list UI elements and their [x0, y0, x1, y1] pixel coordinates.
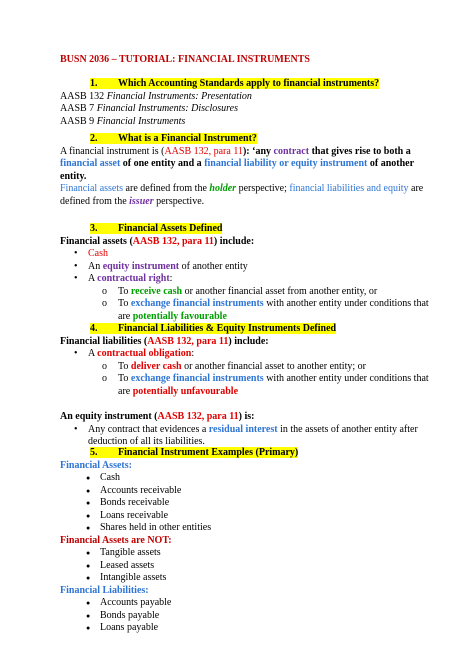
list-item: • Cash: [60, 248, 434, 261]
section-accounting-standards: [60, 78, 434, 128]
financial-assets-label: Financial Assets:: [60, 459, 132, 471]
sub-list-item: o To receive cash or another financial asset from another entity, or: [60, 286, 434, 299]
section-heading: 4. Financial Liabilities & Equity Instruments Defined: [90, 323, 337, 334]
sub-list-item: o To exchange financial instruments with another entity under conditions that are potentially unfavourable: [60, 373, 434, 398]
list-item: • Any contract that evidences a residual interest in the assets of another entity after deduction of all its liabilities.: [60, 424, 434, 449]
not-financial-assets-label: Financial Assets are NOT:: [60, 534, 172, 546]
equity-intro: An equity instrument (AASB 132, para 11) is:: [60, 411, 255, 422]
financial-liabilities-label: Financial Liabilities:: [60, 584, 149, 596]
document-title: BUSN 2036 – TUTORIAL: FINANCIAL INSTRUMENTS: [60, 54, 310, 65]
section-intro: Financial liabilities (AASB 132, para 11) include:: [60, 335, 269, 347]
list-item: • An equity instrument of another entity: [60, 261, 434, 274]
list-item: ● Loans payable: [60, 622, 434, 635]
section-heading: 1. Which Accounting Standards apply to financial instruments?: [90, 78, 380, 89]
sub-list-item: o To deliver cash or another financial asset to another entity; or: [60, 361, 434, 374]
standard-line: AASB 7 Financial Instruments: Disclosures: [60, 103, 238, 114]
section-what-is-fi: [60, 133, 434, 208]
list-item: ● Accounts payable: [60, 597, 434, 610]
list-item: ● Accounts receivable: [60, 485, 434, 498]
list-item: ● Leased assets: [60, 560, 434, 573]
liability-definition-list: [60, 348, 434, 398]
not-financial-assets-list: [60, 547, 434, 585]
section-examples: [60, 447, 434, 635]
sub-list-item: o To exchange financial instruments with another entity under conditions that are potentially favourable: [60, 298, 434, 323]
section-liabilities-equity-defined: [60, 323, 434, 449]
list-item: ● Tangible assets: [60, 547, 434, 560]
standard-line: AASB 132 Financial Instruments: Presentation: [60, 90, 252, 102]
list-item: ● Bonds receivable: [60, 497, 434, 510]
definition-paragraph: A financial instrument is (AASB 132, para 11): ‘any contract that gives rise to both a financial asset of one entity and a financial liability or equity instrument of another entity.: [60, 145, 414, 182]
perspective-paragraph: Financial assets are defined from the holder perspective; financial liabilities and equity are defined from the issuer perspective.: [60, 183, 424, 207]
list-item: • A contractual obligation:: [60, 348, 434, 361]
list-item: ● Shares held in other entities: [60, 522, 434, 535]
financial-assets-list: [60, 472, 434, 535]
section-heading: 3. Financial Assets Defined: [90, 223, 223, 234]
section-heading: 5. Financial Instrument Examples (Primary): [90, 447, 299, 458]
list-item: ● Intangible assets: [60, 572, 434, 585]
section-intro: Financial assets (AASB 132, para 11) include:: [60, 235, 255, 247]
list-item: ● Bonds payable: [60, 610, 434, 623]
equity-definition-list: [60, 424, 434, 449]
list-item: ● Cash: [60, 472, 434, 485]
section-heading: 2. What is a Financial Instrument?: [90, 133, 257, 144]
financial-liabilities-list: [60, 597, 434, 635]
section-financial-assets-defined: [60, 223, 434, 323]
standard-line: AASB 9 Financial Instruments: [60, 115, 186, 127]
list-item: • A contractual right:: [60, 273, 434, 286]
asset-definition-list: [60, 248, 434, 323]
list-item: ● Loans receivable: [60, 510, 434, 523]
